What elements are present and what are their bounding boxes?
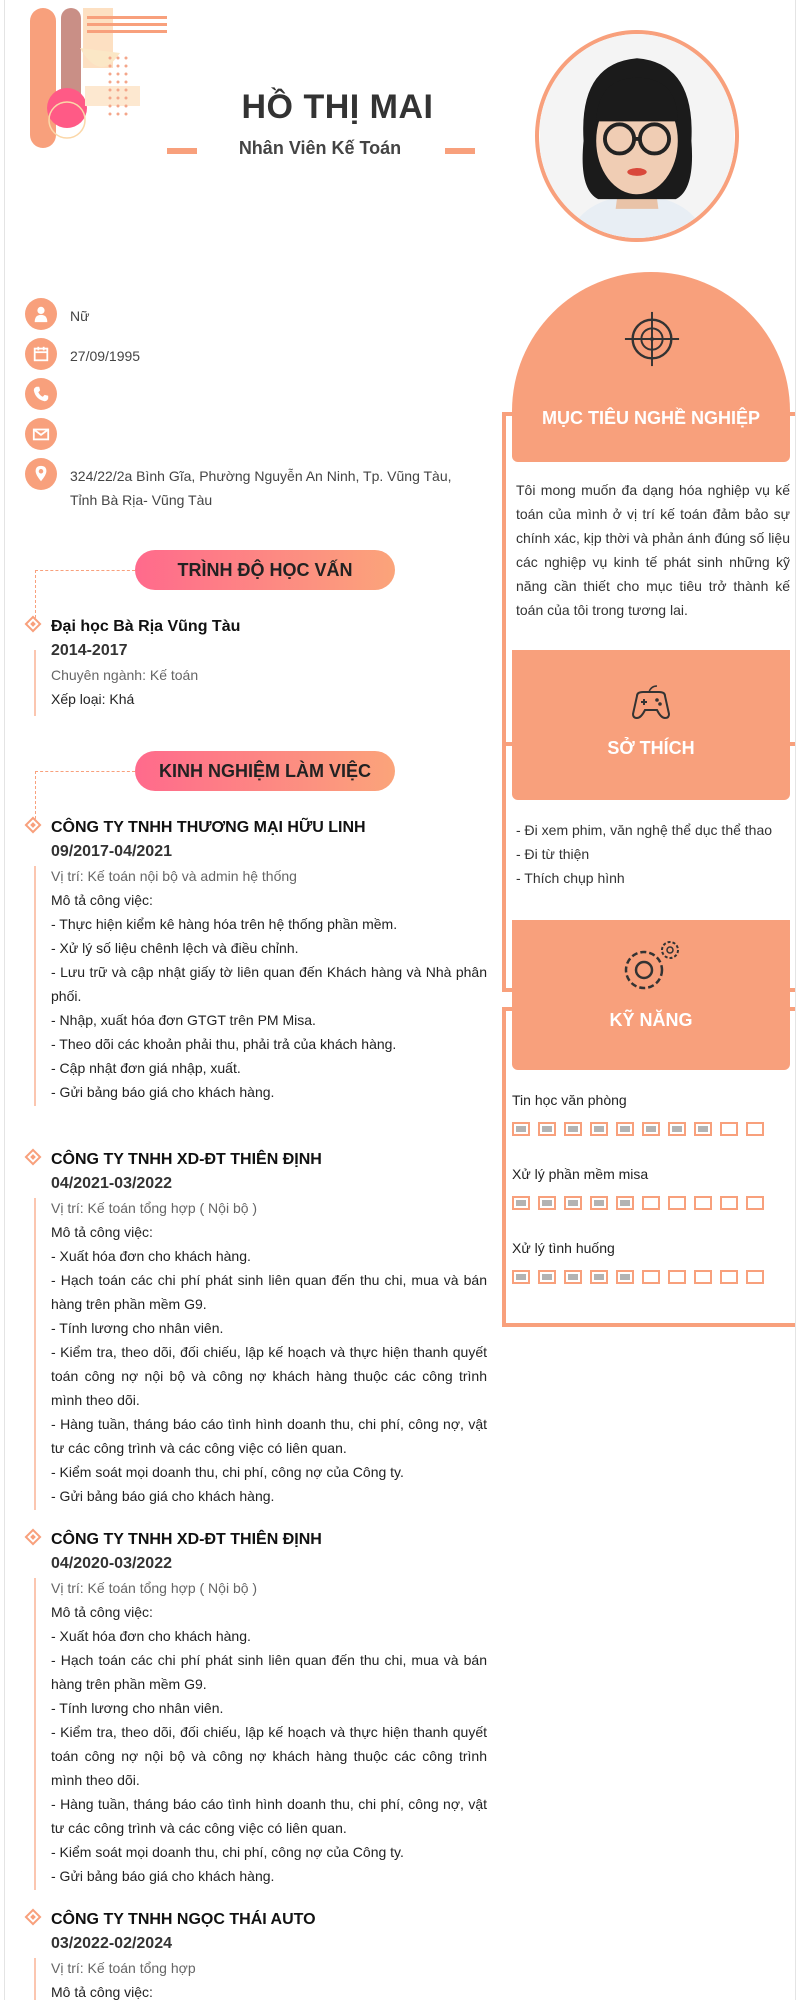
job-task: - Gửi bảng báo giá cho khách hàng. (51, 1084, 275, 1100)
hobbies-title: SỞ THÍCH (607, 738, 695, 758)
hobbies-header (512, 650, 790, 800)
job-desc-label: Mô tả công việc: (51, 892, 153, 908)
skill-label: Tin học văn phòng (512, 1092, 627, 1108)
skill-level-box (590, 1122, 608, 1136)
skill-level-box (720, 1122, 738, 1136)
job-title-row (165, 138, 475, 162)
job-marker (25, 817, 42, 834)
skill-level-box (564, 1122, 582, 1136)
skill-level-box (512, 1196, 530, 1210)
company-name: CÔNG TY TNHH THƯƠNG MẠI HỮU LINH (51, 819, 366, 836)
skill-level-box (694, 1196, 712, 1210)
company-name: CÔNG TY TNHH XD-ĐT THIÊN ĐỊNH (51, 1531, 322, 1548)
education-connector-v (35, 570, 36, 618)
job-period: 04/2021-03/2022 (51, 1175, 172, 1192)
education-entry (51, 615, 487, 711)
skill-level-box (590, 1196, 608, 1210)
contact-phone (25, 378, 475, 418)
job-title: Nhân Viên Kế Toán (238, 138, 402, 158)
contact-email (25, 418, 475, 458)
job-task: - Xuất hóa đơn cho khách hàng. (51, 1248, 251, 1264)
contact-address (25, 458, 475, 518)
school-major: Chuyên ngành: Kế toán (51, 667, 199, 683)
job-task: - Kiểm soát mọi doanh thu, chi phí, công nợ của Công ty. (51, 1464, 404, 1480)
skill-level-box (668, 1196, 686, 1210)
skill-level-box (746, 1122, 764, 1136)
job-period: 04/2020-03/2022 (51, 1555, 172, 1572)
company-name: CÔNG TY TNHH NGỌC THÁI AUTO (51, 1911, 316, 1928)
skill-level-box (616, 1122, 634, 1136)
gamepad-icon (629, 680, 673, 724)
job-task: - Hạch toán các chi phí phát sinh liên quan đến thu chi, mua và bán hàng trên phần mềm G9. (51, 1272, 487, 1312)
job-task: - Theo dõi các khoản phải thu, phải trả của khách hàng. (51, 1036, 397, 1052)
skill-level-box (694, 1270, 712, 1284)
hobby-item: - Thích chụp hình (516, 870, 625, 886)
education-title: TRÌNH ĐỘ HỌC VẤN (135, 550, 395, 590)
job-task: - Cập nhật đơn giá nhập, xuất. (51, 1060, 241, 1076)
job-task: - Xuất hóa đơn cho khách hàng. (51, 1628, 251, 1644)
skill-level-box (538, 1122, 556, 1136)
skill-label: Xử lý phần mềm misa (512, 1166, 649, 1182)
school-years: 2014-2017 (51, 642, 128, 659)
objective-text: Tôi mong muốn đa dạng hóa nghiệp vụ kế toán của mình ở vị trí kế toán đảm bảo sự chính xác, kịp thời và phản ánh đúng số liệu các nghiệp vụ kinh tế phát sinh những kỹ năng cần thiết cho mục tiêu trở thành kế toán của tôi trong tương lai. (516, 482, 790, 618)
skill-label: Xử lý tình huống (512, 1240, 615, 1256)
job-position: Vị trí: Kế toán tổng hợp (51, 1960, 196, 1976)
skill-level-box (590, 1270, 608, 1284)
job-entry (51, 816, 487, 1104)
gender-text: Nữ (70, 308, 90, 324)
birthday-text: 27/09/1995 (70, 348, 141, 364)
school-name: Đại học Bà Rịa Vũng Tàu (51, 618, 241, 635)
job-task: - Hạch toán các chi phí phát sinh liên quan đến thu chi, mua và bán hàng trên phần mềm G9. (51, 1652, 487, 1692)
job-task: - Xử lý số liệu chênh lệch và điều chỉnh. (51, 940, 299, 956)
objective-title: MỤC TIÊU NGHỀ NGHIỆP (541, 408, 760, 428)
skill-level (512, 1122, 790, 1136)
hobby-item: - Đi xem phim, văn nghệ thể dục thể thao (516, 822, 773, 838)
job-bar (34, 1578, 36, 1890)
skill-level-box (512, 1122, 530, 1136)
job-desc-label: Mô tả công việc: (51, 1984, 153, 2000)
job-marker (25, 1909, 42, 1926)
job-desc-label: Mô tả công việc: (51, 1224, 153, 1240)
skill-level-box (642, 1270, 660, 1284)
company-name: CÔNG TY TNHH XD-ĐT THIÊN ĐỊNH (51, 1151, 322, 1168)
objective-header (512, 272, 790, 462)
skill-level (512, 1196, 790, 1210)
job-position: Vị trí: Kế toán tổng hợp ( Nội bộ ) (51, 1200, 258, 1216)
contact-birthday (25, 338, 475, 378)
skill-level-box (642, 1196, 660, 1210)
job-position: Vị trí: Kế toán tổng hợp ( Nội bộ ) (51, 1580, 258, 1596)
skill-level-box (512, 1270, 530, 1284)
job-entry (51, 1528, 487, 1888)
job-period: 03/2022-02/2024 (51, 1935, 172, 1952)
skill-level-box (746, 1196, 764, 1210)
decorative-shapes (25, 8, 175, 153)
hobby-item: - Đi từ thiện (516, 846, 590, 862)
candidate-name: HỒ THỊ MAI (241, 88, 434, 126)
job-bar (34, 1958, 36, 2000)
job-task: - Nhập, xuất hóa đơn GTGT trên PM Misa. (51, 1012, 316, 1028)
job-task: - Gửi bảng báo giá cho khách hàng. (51, 1868, 275, 1884)
job-task: - Gửi bảng báo giá cho khách hàng. (51, 1488, 275, 1504)
job-bar (34, 1198, 36, 1510)
phone-icon (25, 378, 57, 410)
experience-connector-v (35, 771, 36, 819)
education-marker (25, 616, 42, 633)
job-task: - Hàng tuần, tháng báo cáo tình hình doanh thu, chi phí, công nợ, vật tư các công trình và các công việc có liên quan. (51, 1796, 487, 1836)
calendar-icon (25, 338, 57, 370)
target-icon (623, 310, 681, 368)
job-position: Vị trí: Kế toán nội bộ và admin hệ thống (51, 868, 297, 884)
skill-level-box (538, 1270, 556, 1284)
skill-level-box (694, 1122, 712, 1136)
skills-header (512, 920, 790, 1070)
job-marker (25, 1149, 42, 1166)
skill-level-box (720, 1270, 738, 1284)
contact-gender (25, 298, 475, 338)
skills-title: KỸ NĂNG (609, 1010, 693, 1030)
location-icon (25, 458, 57, 490)
skill-level-box (564, 1196, 582, 1210)
skill-level-box (538, 1196, 556, 1210)
skill-level-box (642, 1122, 660, 1136)
skill-level-box (616, 1270, 634, 1284)
gear-icon (616, 934, 686, 998)
job-task: - Kiểm soát mọi doanh thu, chi phí, công nợ của Công ty. (51, 1844, 404, 1860)
job-desc-label: Mô tả công việc: (51, 1604, 153, 1620)
hobbies-list (516, 818, 790, 890)
email-icon (25, 418, 57, 450)
job-entry (51, 1908, 487, 2000)
address-text: 324/22/2a Bình Gĩa, Phường Nguyễn An Ninh, Tp. Vũng Tàu, Tỉnh Bà Rịa- Vũng Tàu (70, 468, 452, 508)
gender-icon (25, 298, 57, 330)
school-grade: Xếp loại: Khá (51, 691, 135, 707)
experience-title: KINH NGHIỆM LÀM VIỆC (135, 751, 395, 791)
job-period: 09/2017-04/2021 (51, 843, 172, 860)
job-task: - Tính lương cho nhân viên. (51, 1320, 224, 1336)
cv-page (4, 0, 796, 2000)
skill-level-box (616, 1196, 634, 1210)
job-task: - Hàng tuần, tháng báo cáo tình hình doanh thu, chi phí, công nợ, vật tư các công trình và các công việc có liên quan. (51, 1416, 487, 1456)
job-bar (34, 866, 36, 1106)
skills-list (512, 1088, 790, 1310)
experience-connector (35, 771, 135, 772)
job-task: - Kiểm tra, theo dõi, đối chiếu, lập kế hoạch và thực hiện thanh quyết toán công nợ nội bộ và công nợ khách hàng thuộc các công trình mình theo dõi. (51, 1344, 487, 1408)
skill-level-box (564, 1270, 582, 1284)
job-entry (51, 1148, 487, 1508)
skill-level-box (746, 1270, 764, 1284)
job-task: - Kiểm tra, theo dõi, đối chiếu, lập kế hoạch và thực hiện thanh quyết toán công nợ nội bộ và công nợ khách hàng thuộc các công trình mình theo dõi. (51, 1724, 487, 1788)
profile-photo (535, 30, 739, 242)
contact-list (25, 298, 475, 518)
job-task: - Tính lương cho nhân viên. (51, 1700, 224, 1716)
education-connector (35, 570, 135, 571)
job-task: - Lưu trữ và cập nhật giấy tờ liên quan đến Khách hàng và Nhà phân phối. (51, 964, 487, 1004)
title-bar-right (445, 148, 475, 154)
skill-level (512, 1270, 790, 1284)
education-bar (34, 650, 36, 716)
job-task: - Thực hiện kiểm kê hàng hóa trên hệ thống phần mềm. (51, 916, 398, 932)
skill-level-box (668, 1270, 686, 1284)
skill-level-box (720, 1196, 738, 1210)
skill-level-box (668, 1122, 686, 1136)
job-marker (25, 1529, 42, 1546)
